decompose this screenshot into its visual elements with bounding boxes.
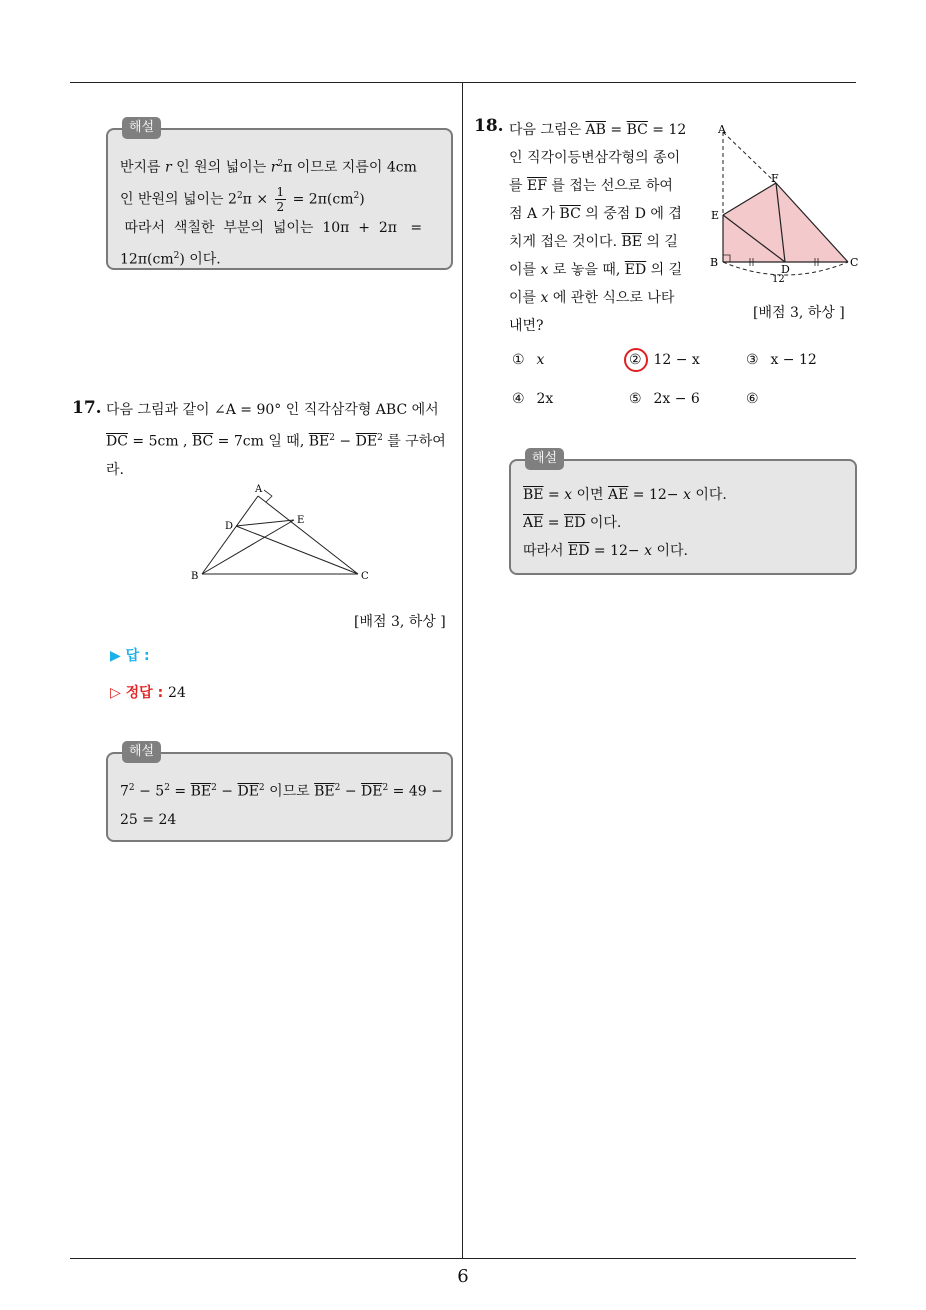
correct-label: ▷ 정답 : (110, 685, 164, 701)
folded-triangle-figure-q18 (708, 120, 863, 285)
label-d: D (781, 263, 790, 276)
page-number: 6 (457, 1266, 469, 1287)
label-d: D (225, 521, 234, 532)
side-ac (258, 496, 358, 574)
solution-line: $\overline{AE} = \overline{ED}$ 이다. (523, 515, 622, 531)
solution-tag: 해설 (525, 448, 564, 470)
solution-line: $7^2 - 5^2 = \overline{BE}^2 - \overline{DE}^2$ 이므로 $\overline{BE}^2 - \overline{DE}^2 = 49$ − (120, 783, 443, 800)
choice-4[interactable]: ④ 2x (512, 391, 554, 407)
points-q17: [배점 3, 하상 ] (354, 614, 446, 630)
solution-box-q17 (106, 744, 453, 842)
solution-line: 반지름 r 인 원의 넓이는 $r^2\pi$ 이므로 지름이 4cm (120, 159, 417, 176)
label-length: 12 (772, 274, 785, 285)
solution-line: 따라서 색칠한 부분의 넓이는 10π + 2π = (120, 219, 423, 236)
label-a: A (255, 484, 263, 495)
choice-6[interactable]: ⑥ (746, 391, 759, 407)
answer-label: ▶ 답 : (110, 648, 150, 664)
label-a: A (718, 123, 726, 136)
label-e: E (297, 515, 305, 526)
label-c: C (361, 571, 369, 582)
dashed-af (723, 132, 776, 183)
choice-5[interactable]: ⑤ 2x − 6 (629, 391, 700, 407)
solution-tag: 해설 (122, 741, 161, 763)
choice-3[interactable]: ③ x − 12 (746, 352, 817, 368)
segment-be (202, 520, 294, 574)
correct-answer-row (110, 682, 186, 702)
label-f: F (771, 172, 779, 185)
solution-line: 25 = 24 (120, 811, 177, 828)
bottom-rule (70, 1258, 856, 1259)
solution-line: 인 반원의 넓이는 $2^2\pi$ × $\frac{1}{2}$ = $2\pi(cm^2)$ (120, 184, 365, 214)
solution-line: $12\pi(cm^2)$ 이다. (120, 250, 221, 268)
triangle-figure-q17 (186, 480, 376, 585)
choice-1[interactable]: ① x (512, 352, 545, 368)
label-e: E (711, 209, 720, 222)
choice-2[interactable]: ② 12 − x (629, 352, 700, 368)
question-number-17: 17. (72, 398, 102, 418)
label-b: B (191, 571, 199, 582)
label-c: C (850, 256, 859, 269)
points-q18: [배점 3, 하상 ] (753, 305, 845, 321)
solution-line: $\overline{BE} = x$ 이면 $\overline{AE} = 12- x$ 이다. (523, 487, 727, 503)
correct-value: 24 (168, 685, 186, 701)
fraction: $\frac{1}{2}$ (276, 184, 285, 214)
segment-dc (236, 526, 358, 574)
top-rule (70, 82, 856, 83)
question-number-18: 18. (474, 116, 504, 136)
answer-input-row[interactable] (110, 645, 150, 665)
column-divider (462, 82, 463, 1258)
label-b: B (710, 256, 719, 269)
solution-box-q16 (106, 120, 453, 270)
side-ab (202, 496, 258, 574)
solution-line: 따라서 $\overline{ED} = 12- x$ 이다. (523, 543, 688, 559)
question-18-text: 다음 그림은 $\overline{AB} = \overline{BC} = 12$ 인 직각이등변삼각형의 종이 를 $\overline{EF}$ 를 접는 선으로 하여 점 A 가 $\overline{BC}$ 의 중점 D 에 겹 치게 접은 것이다. $\overline{BE}$ 의 길 이를 x 로 놓을 때, $\overline{ED}$ 의 길 이를 x 에 관한 식으로 나타 내면? (509, 122, 687, 334)
right-angle-mark (264, 490, 272, 502)
solution-box-q18 (509, 451, 857, 575)
solution-tag: 해설 (122, 117, 161, 139)
question-17-text: 다음 그림과 같이 ∠A = 90° 인 직각삼각형 ABC 에서 $\overline{DC} = 5cm$ , $\overline{BC} = 7cm$ 일 때, $\overline{BE}^2 - \overline{DE}^2$ 를 구하여 라. (106, 402, 446, 478)
